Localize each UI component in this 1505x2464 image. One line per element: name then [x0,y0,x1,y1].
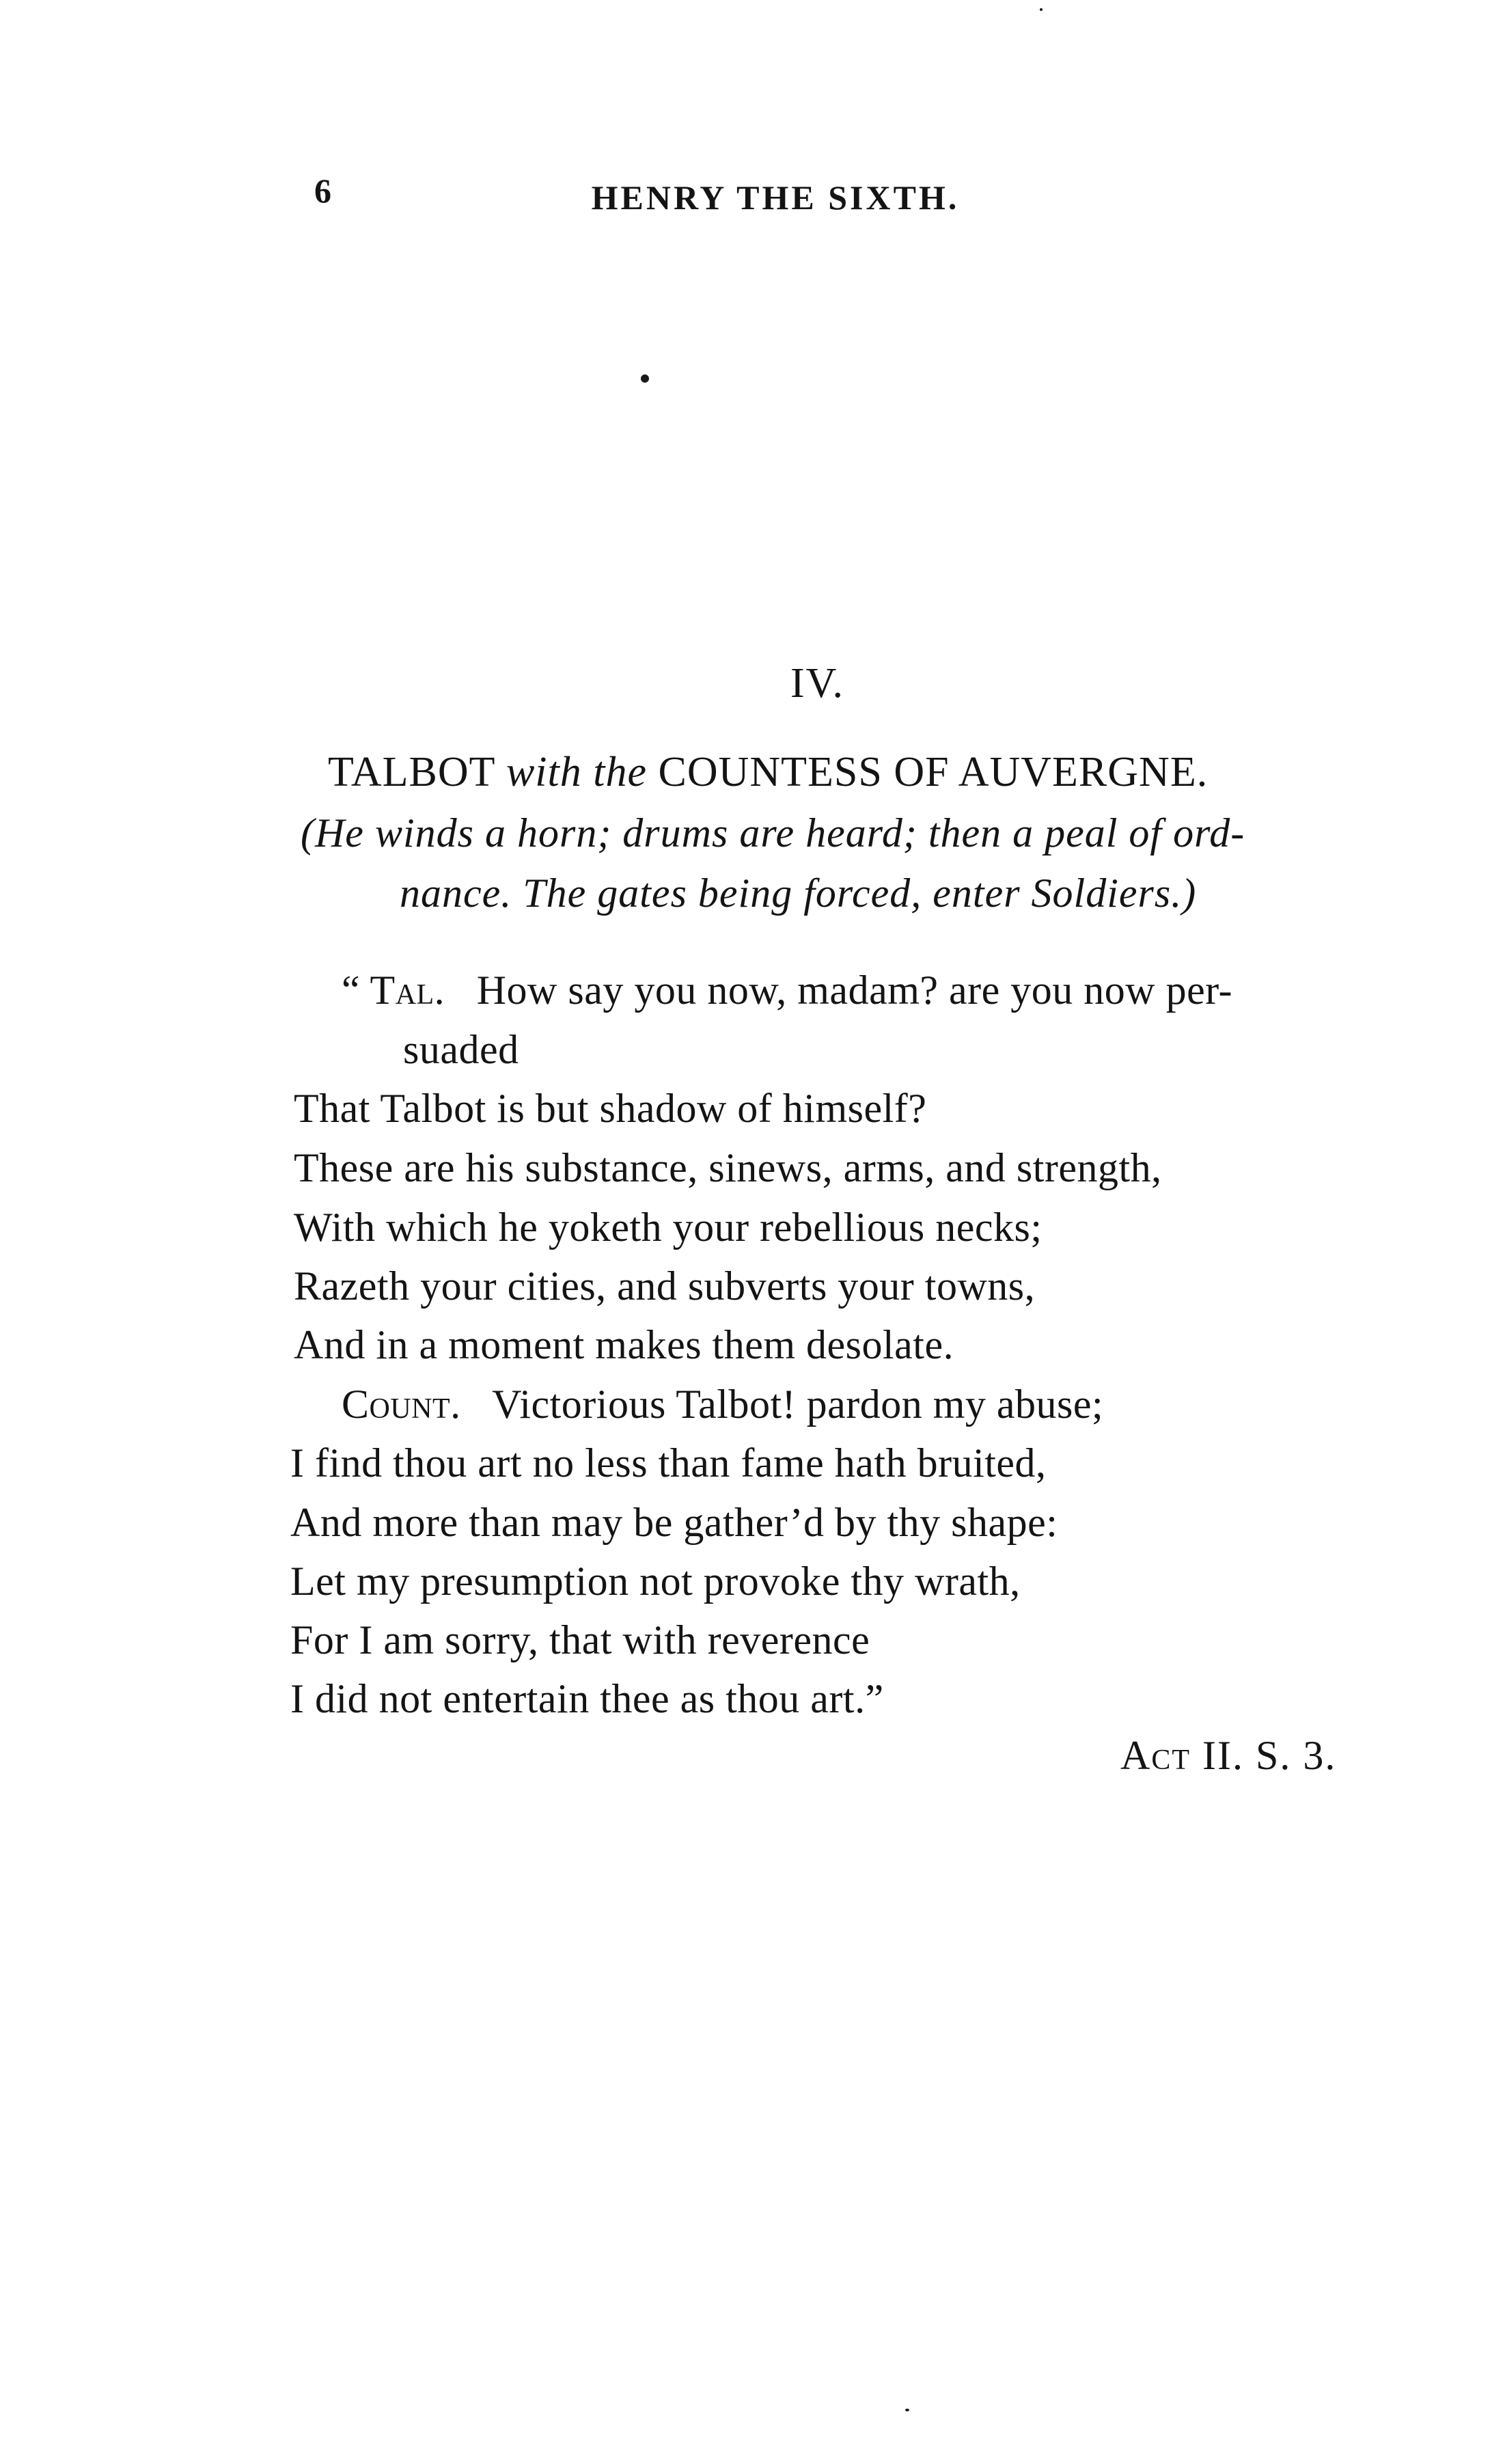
verse-line [290,1558,1021,1605]
section-number: IV. [790,660,844,707]
running-head [314,171,1120,225]
verse-text: I find thou art no less than fame hath bruited, [290,1440,1047,1486]
stage-direction-line-2: nance. The gates being forced, enter Soldiers.) [400,871,1197,916]
verse-line [294,1263,1035,1310]
scene-title-characters-1: TALBOT [328,749,495,795]
verse-line [342,1381,1103,1428]
verse-text: I did not entertain thee as thou art.” [290,1676,884,1721]
scene-title-characters-2: COUNTESS OF AUVERGNE. [658,749,1209,795]
verse-line [294,1204,1043,1251]
stage-direction-line-1: (He winds a horn; drums are heard; then a peal of ord- [301,810,1245,855]
verse-line [290,1440,1047,1487]
verse-line [294,1145,1162,1192]
scene-title-connective: with the [506,749,647,795]
verse-text: suaded [403,1027,519,1072]
verse-line [342,967,1232,1014]
verse-text: Let my presumption not provoke thy wrath, [290,1559,1021,1604]
verse-text: For I am sorry, that with reverence [290,1617,870,1662]
verse-text: With which he yoketh your rebellious necks; [294,1205,1043,1250]
verse-text: And in a moment makes them desolate. [294,1322,954,1367]
ink-speck [641,374,649,383]
verse-text: And more than may be gather’d by thy shape: [290,1500,1058,1545]
speaker-name: “ Tal. [342,968,445,1013]
verse-text: Razeth your cities, and subverts your towns, [294,1263,1036,1309]
verse-line [294,1085,926,1132]
scene-title [328,748,1208,797]
running-title: HENRY THE SIXTH. [591,178,960,217]
speaker-name: Count. [342,1382,461,1427]
verse-line [290,1675,884,1723]
verse-text: That Talbot is but shadow of himself? [294,1086,927,1131]
verse-text: Victorious Talbot! pardon my abuse; [492,1382,1104,1427]
ink-speck [905,2409,909,2411]
verse-line [290,1617,870,1664]
page-number: 6 [314,172,333,210]
verse-line [294,1322,954,1369]
verse-text: These are his substance, sinews, arms, and strength, [294,1145,1162,1190]
act-scene-reference: Act II. S. 3. [1120,1733,1337,1778]
verse-line [290,1499,1058,1546]
ink-speck [1040,8,1043,11]
verse-line [403,1026,519,1073]
verse-text: How say you now, madam? are you now per- [476,968,1232,1013]
